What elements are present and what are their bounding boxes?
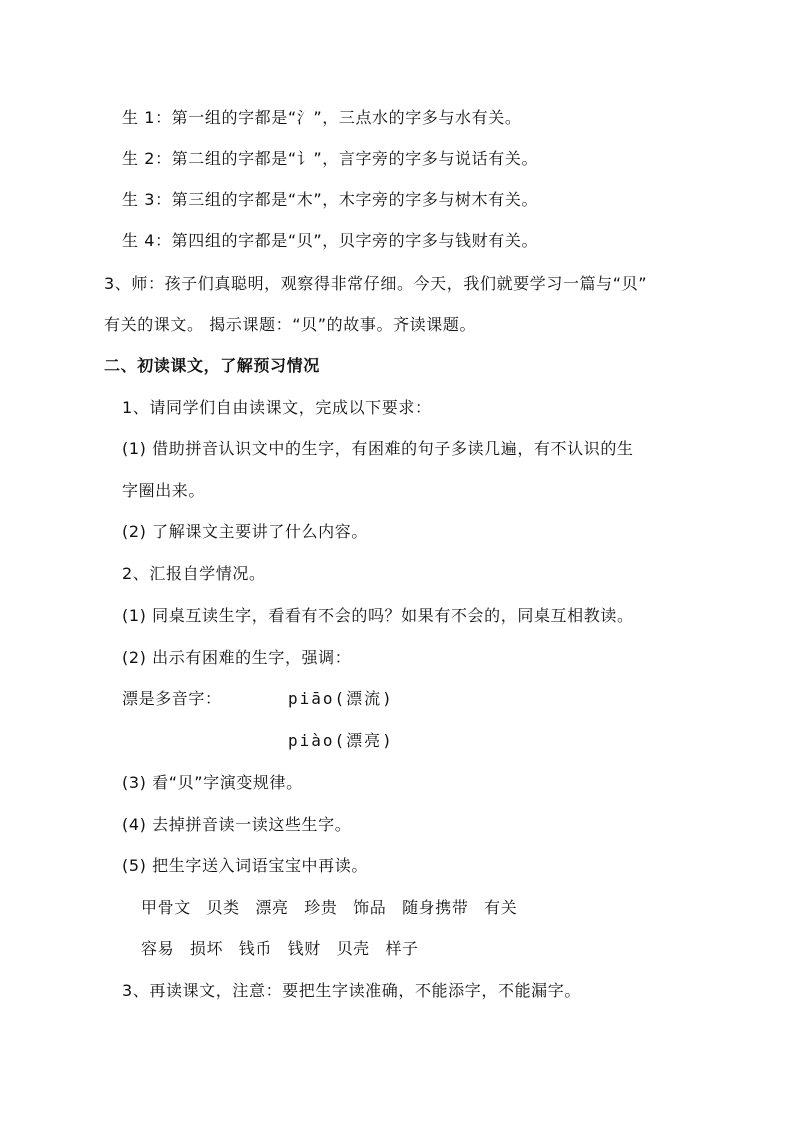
- word-row-1: [141, 898, 527, 918]
- item-2-sub-1: (1) 同桌互读生字，看看有不会的吗？如果有不会的，同桌互相教读。: [122, 606, 634, 625]
- item-2-sub-2: (2) 出示有困难的生字，强调：: [122, 648, 352, 667]
- item-1: 1、请同学们自由读课文，完成以下要求：: [122, 398, 432, 417]
- word-item: 珍贵: [304, 898, 338, 917]
- section-two-heading: 二、初读课文，了解预习情况: [104, 356, 320, 375]
- item-3: 3、再读课文，注意：要把生字读准确，不能添字，不能漏字。: [122, 981, 581, 1000]
- student-3-line: 生 3：第三组的字都是“木”，木字旁的字多与树木有关。: [122, 190, 539, 209]
- word-item: 容易: [141, 939, 175, 958]
- word-item: 损坏: [189, 939, 224, 958]
- student-2-line: 生 2：第二组的字都是“讠”，言字旁的字多与说话有关。: [122, 149, 539, 168]
- student-1-line: 生 1：第一组的字都是“氵”，三点水的字多与水有关。: [122, 108, 522, 127]
- student-4-line: 生 4：第四组的字都是“贝”，贝字旁的字多与钱财有关。: [122, 231, 539, 250]
- polyphone-reading-2: piào(漂亮): [288, 731, 394, 750]
- word-item: 钱财: [287, 939, 321, 958]
- word-item: 甲骨文: [141, 898, 191, 917]
- polyphone-label: 漂是多音字：: [122, 689, 222, 708]
- word-item: 钱币: [238, 939, 272, 958]
- word-row-2: [141, 939, 429, 959]
- word-item: 漂亮: [255, 898, 289, 917]
- item-2-sub-4: (4) 去掉拼音读一读这些生字。: [122, 815, 352, 834]
- item-1-sub-2: (2) 了解课文主要讲了什么内容。: [122, 522, 368, 541]
- word-item: 样子: [385, 939, 419, 958]
- word-item: 饰品: [353, 898, 387, 917]
- word-item: 随身携带: [402, 898, 469, 917]
- teacher-line-2: 有关的课文。 揭示课题：“贝”的故事。齐读课题。: [104, 315, 477, 334]
- word-item: 贝类: [206, 898, 240, 917]
- teacher-line-1: 3、师：孩子们真聪明，观察得非常仔细。今天，我们就要学习一篇与“贝”: [104, 274, 648, 293]
- item-2-sub-5: (5) 把生字送入词语宝宝中再读。: [122, 856, 368, 875]
- word-item: 有关: [484, 898, 518, 917]
- item-2: 2、汇报自学情况。: [122, 564, 266, 583]
- word-item: 贝壳: [336, 939, 370, 958]
- item-2-sub-3: (3) 看“贝”字演变规律。: [122, 773, 303, 792]
- item-1-sub-1-line-1: (1) 借助拼音认识文中的生字，有困难的句子多读几遍，有不认识的生: [122, 439, 634, 458]
- polyphone-reading-1: piāo(漂流): [288, 689, 394, 708]
- item-1-sub-1-line-2: 字圈出来。: [122, 481, 206, 500]
